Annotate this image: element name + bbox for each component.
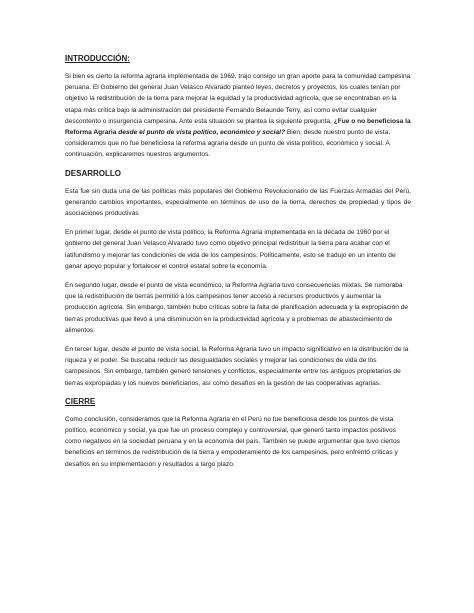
intro-paragraph [65, 71, 411, 161]
desarrollo-paragraph-3: En segundo lugar, desde el punto de vista económico, la Reforma Agraria tuvo consecuencias mixtas. Se rumoraba que la redistribución de tierras permitió a los campesinos tener acceso a recursos productivos y aumentar la producción agrícola. Sin embargo, también hubo críticas sobre la falta de planificación adecuada y la expropiación de tierras productivas que llevó a una disminución en la productividad agrícola y a problemas de abastecimiento de alimentos. [65, 282, 409, 334]
desarrollo-paragraph-1: Esta fue sin duda una de las políticas más populares del Gobierno Revolucionario de las Fuerzas Armadas del Perú, generando cambios importantes, especialmente en términos de uso de la tierra, derechos de propiedad y tipos de asociaciones productivas [65, 187, 411, 218]
desarrollo-heading: DESARROLLO [65, 168, 121, 178]
cierre-heading: CIERRE [65, 396, 96, 406]
document-body [65, 54, 411, 478]
desarrollo-paragraph-4: En tercer lugar, desde el punto de vista social, la Reforma Agraria tuvo un impacto significativo en la distribución de la riqueza y el poder. Se buscaba reducir las desigualdades sociales y mejorar las condiciones de vida de los campesinos. Sin embargo, también generó tensiones y conflictos, especialmente entre los antiguos propietarios de tierras expropiadas y los nuevos beneficiarios, así como desafíos en la gestión de las cooperativas agrarias. [65, 346, 409, 387]
intro-question-part-b: desde el punto de vista político, económico y social? [116, 129, 285, 137]
intro-question-part-a: ¿Fue o no beneficiosa la Reforma Agraria [65, 117, 411, 137]
intro-text-before: Si bien es cierto la reforma agraria implementada de 1969, trajo consigo un gran aporte para la comunidad campesina peruana. El Gobierno del general Juan Velasco Alvarado planteó leyes, decretos y proyectos, los cuales tenían por objetivo la redistribución de la tierra para mejorar la equidad y la productividad agrícola, que se encontraban en la etapa más crítica bajo la administración del presidente Fernando Belaunde Terry, así como evitar cualquier descontento o insurgencia campesina. Ante esta situación se plantea la siguiente pregunta, [65, 73, 411, 125]
desarrollo-paragraph-2: En primer lugar, desde el punto de vista político, la Reforma Agraria implementada en la década de 1960 por el gobierno del general Juan Velasco Alvarado tuvo como objetivo principal redistribuir la tierra para acabar con el latifundismo y mejorar las condiciones de vida de los campesinos. Políticamente, esto se tradujo en un intento de ganar apoyo popular y fortalecer el control estatal sobre la economía. [65, 229, 396, 270]
cierre-paragraph-1: Como conclusión, consideramos que la Reforma Agraria en el Perú no fue beneficiosa desde los puntos de vista político, económico y social, ya que fue un proceso complejo y controversial, que generó tanto impactos positivos como negativos en la sociedad peruana y en la economía del país. También se puede argumentar que tuvo ciertos beneficios en términos de redistribución de la tierra y empoderamiento de los campesinos, pero enfrentó críticas y desafíos en su implementación y resultados a largo plazo. [65, 415, 400, 468]
intro-text-after: Bien, desde nuestro punto de vista, consideramos que no fue beneficiosa la reforma agraria desde un punto de vista político, económico y social. A continuación, explicaremos nuestros argumentos. [65, 129, 391, 159]
intro-heading: INTRODUCCIÓN: [65, 54, 130, 63]
